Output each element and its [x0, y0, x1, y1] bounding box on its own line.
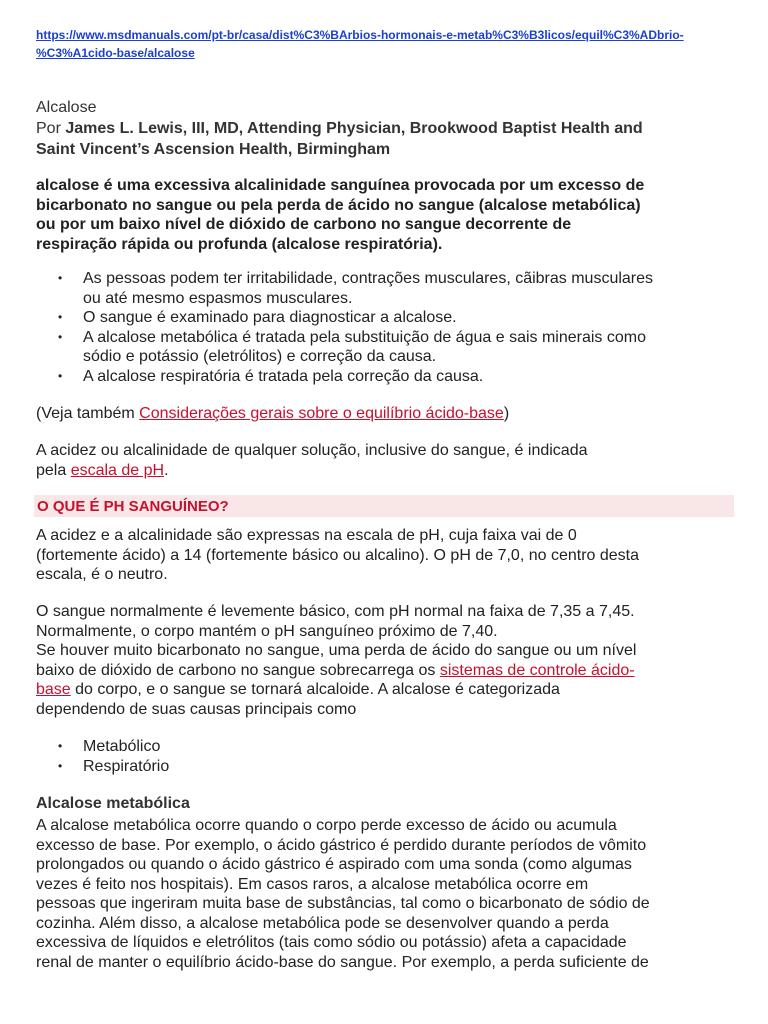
key-point-item	[36, 308, 736, 328]
cause-item	[36, 737, 736, 757]
metabolic-line: pessoas que ingeriram muita base de substâncias, tal como o bicarbonato de sódio de	[36, 895, 650, 912]
blood-line-4-text: baixo de dióxido de carbono no sangue sobrecarrega os	[36, 661, 440, 679]
see-also-link[interactable]: Considerações gerais sobre o equilíbrio ácido-base	[139, 405, 504, 422]
bullet-icon: •	[58, 329, 63, 344]
cause-text: Metabólico	[83, 738, 161, 755]
metabolic-line: A alcalose metabólica ocorre quando o corpo perde excesso de ácido ou acumula	[36, 817, 617, 834]
blood-line	[36, 661, 736, 681]
metabolic-line: cozinha. Além disso, a alcalose metabólica pode se desenvolver quando a perda	[36, 914, 609, 932]
intro-paragraph	[36, 441, 736, 480]
metabolic-line: prolongados ou quando o ácido gástrico é aspirado com uma sonda (como algumas	[36, 856, 632, 873]
blood-line	[36, 680, 736, 700]
summary-line: bicarbonato no sangue ou pela perda de ácido no sangue (alcalose metabólica)	[36, 196, 641, 214]
cause-text: Respiratório	[83, 757, 170, 775]
blood-line: Se houver muito bicarbonato no sangue, uma perda de ácido do sangue ou um nível	[36, 642, 637, 659]
author-line-1	[36, 118, 736, 139]
blood-line: dependendo de suas causas principais como	[36, 700, 357, 718]
key-points-list	[36, 269, 736, 386]
author-name: James L. Lewis, III, MD, Attending Physician, Brookwood Baptist Health and	[65, 120, 643, 137]
metabolic-line: excessiva de líquidos e eletrólitos (tais como sódio ou potássio) afeta a capacidade	[36, 934, 627, 951]
key-point-text: O sangue é examinado para diagnosticar a alcalose.	[83, 309, 457, 326]
key-point-text: A alcalose metabólica é tratada pela substituição de água e sais minerais como	[83, 328, 646, 346]
bullet-icon: •	[58, 310, 63, 324]
key-point-item	[36, 367, 736, 387]
ph-paragraph	[36, 526, 736, 585]
ph-line: A acidez e a alcalinidade são expressas na escala de pH, cuja faixa vai de 0	[36, 527, 577, 544]
blood-line: Normalmente, o corpo mantém o pH sanguíneo próximo de 7,40.	[36, 622, 498, 640]
key-point-text: As pessoas podem ter irritabilidade, contrações musculares, cãibras musculares	[83, 270, 654, 287]
by-label: Por	[36, 120, 61, 137]
intro-prefix: pela	[36, 461, 71, 479]
intro-line: A acidez ou alcalinidade de qualquer solução, inclusive do sangue, é indicada	[36, 442, 588, 459]
see-also-suffix: )	[503, 405, 510, 422]
see-also-line	[36, 404, 736, 424]
key-point-item	[36, 269, 736, 308]
key-point-item	[36, 328, 736, 367]
ph-scale-link[interactable]: escala de pH	[70, 461, 165, 479]
summary-line: alcalose é uma excessiva alcalinidade sanguínea provocada por um excesso de	[36, 177, 645, 194]
blood-line: O sangue normalmente é levemente básico, com pH normal na faixa de 7,35 a 7,45.	[36, 603, 635, 620]
key-point-text: sódio e potássio (eletrólitos) e correção da causa.	[83, 348, 437, 365]
metabolic-paragraph	[36, 816, 736, 972]
ph-line: (fortemente ácido) a 14 (fortemente básico ou alcalino). O pH de 7,0, no centro desta	[36, 546, 639, 564]
author-line-2: Saint Vincent’s Ascension Health, Birmingham	[36, 141, 391, 158]
metabolic-line: vezes é feito nos hospitais). Em casos raros, a alcalose metabólica ocorre em	[36, 875, 589, 893]
summary-paragraph	[36, 176, 736, 254]
cause-item	[36, 757, 736, 777]
bullet-icon: •	[58, 739, 63, 753]
summary-line: respiração rápida ou profunda (alcalose respiratória).	[36, 235, 443, 253]
causes-list	[36, 737, 736, 776]
source-url-link[interactable]	[36, 26, 736, 62]
bullet-icon: •	[58, 368, 63, 383]
bullet-icon: •	[58, 758, 63, 773]
metabolic-line: renal de manter o equilíbrio ácido-base do sangue. Por exemplo, a perda suficiente de	[36, 953, 649, 971]
intro-line	[36, 461, 736, 481]
key-point-text: ou até mesmo espasmos musculares.	[83, 289, 353, 307]
section-heading: O QUE É PH SANGUÍNEO?	[37, 498, 229, 515]
article-title: Alcalose	[36, 99, 97, 116]
bullet-icon: •	[58, 271, 63, 285]
ph-line: escala, é o neutro.	[36, 566, 168, 583]
article-header	[36, 97, 736, 160]
blood-paragraph	[36, 602, 736, 719]
source-url-line-2[interactable]: %C3%A1cido-base/alcalose	[36, 46, 195, 60]
acid-base-control-link-cont[interactable]: base	[36, 681, 71, 698]
key-point-text: A alcalose respiratória é tratada pela correção da causa.	[83, 367, 484, 385]
intro-suffix: .	[164, 461, 169, 479]
source-url-line-1[interactable]: https://www.msdmanuals.com/pt-br/casa/dist%C3%BArbios-hormonais-e-metab%C3%B3licos/equil%C3%ADbrio-	[36, 28, 684, 42]
metabolic-line: excesso de base. Por exemplo, o ácido gástrico é perdido durante períodos de vômito	[36, 836, 647, 854]
blood-line-5-text: do corpo, e o sangue se tornará alcaloide. A alcalose é categorizada	[70, 681, 560, 698]
see-also-prefix: (Veja também	[36, 405, 140, 422]
see-also-paragraph	[36, 404, 736, 424]
summary-line: ou por um baixo nível de dióxido de carbono no sangue decorrente de	[36, 216, 572, 233]
metabolic-heading: Alcalose metabólica	[36, 795, 190, 812]
acid-base-control-link[interactable]: sistemas de controle ácido-	[439, 661, 635, 679]
